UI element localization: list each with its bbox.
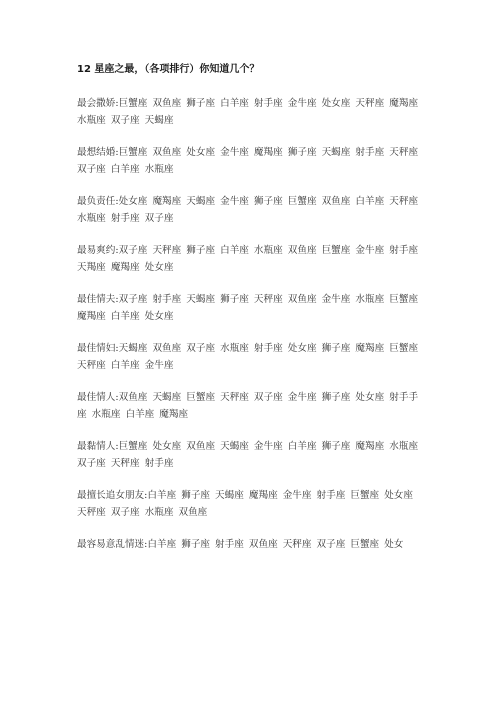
entry-paragraph: 最会撒娇:巨蟹座 双鱼座 狮子座 白羊座 射手座 金牛座 处女座 天秤座 魔羯座 水瓶座 双子座 天蝎座 <box>77 98 419 126</box>
entry-paragraph: 最易爽约:双子座 天秤座 狮子座 白羊座 水瓶座 双鱼座 巨蟹座 金牛座 射手座 天羯座 魔羯座 处女座 <box>77 245 419 273</box>
entry-paragraph: 最佳情夫:双子座 射手座 天蝎座 狮子座 天秤座 双鱼座 金牛座 水瓶座 巨蟹座 魔羯座 白羊座 处女座 <box>77 294 419 322</box>
entry-paragraph: 最负责任:处女座 魔羯座 天蝎座 金牛座 狮子座 巨蟹座 双鱼座 白羊座 天秤座 水瓶座 射手座 双子座 <box>77 196 419 224</box>
entry-paragraph: 最容易意乱情迷:白羊座 狮子座 射手座 双鱼座 天秤座 双子座 巨蟹座 处女 <box>77 539 404 550</box>
entry-paragraph: 最想结婚:巨蟹座 双鱼座 处女座 金牛座 魔羯座 狮子座 天蝎座 射手座 天秤座 双子座 白羊座 水瓶座 <box>77 147 419 175</box>
entry-paragraph: 最擅长追女朋友:白羊座 狮子座 天蝎座 魔羯座 金牛座 射手座 巨蟹座 处女座 天秤座 双子座 水瓶座 双鱼座 <box>77 490 413 518</box>
document-title: 12 星座之最，（各项排行）你知道几个？ <box>77 64 260 75</box>
entry-paragraph: 最佳情人:双鱼座 天蝎座 巨蟹座 天秤座 双子座 金牛座 狮子座 处女座 射手手座 水瓶座 白羊座 魔羯座 <box>77 392 419 420</box>
entry-paragraph: 最黏情人:巨蟹座 处女座 双鱼座 天蝎座 金牛座 白羊座 狮子座 魔羯座 水瓶座 双子座 天秤座 射手座 <box>77 441 419 469</box>
entry-paragraph: 最佳情妇:天蝎座 双鱼座 双子座 水瓶座 射手座 处女座 狮子座 魔羯座 巨蟹座 天秤座 白羊座 金牛座 <box>77 343 419 371</box>
entry-list <box>77 95 421 568</box>
